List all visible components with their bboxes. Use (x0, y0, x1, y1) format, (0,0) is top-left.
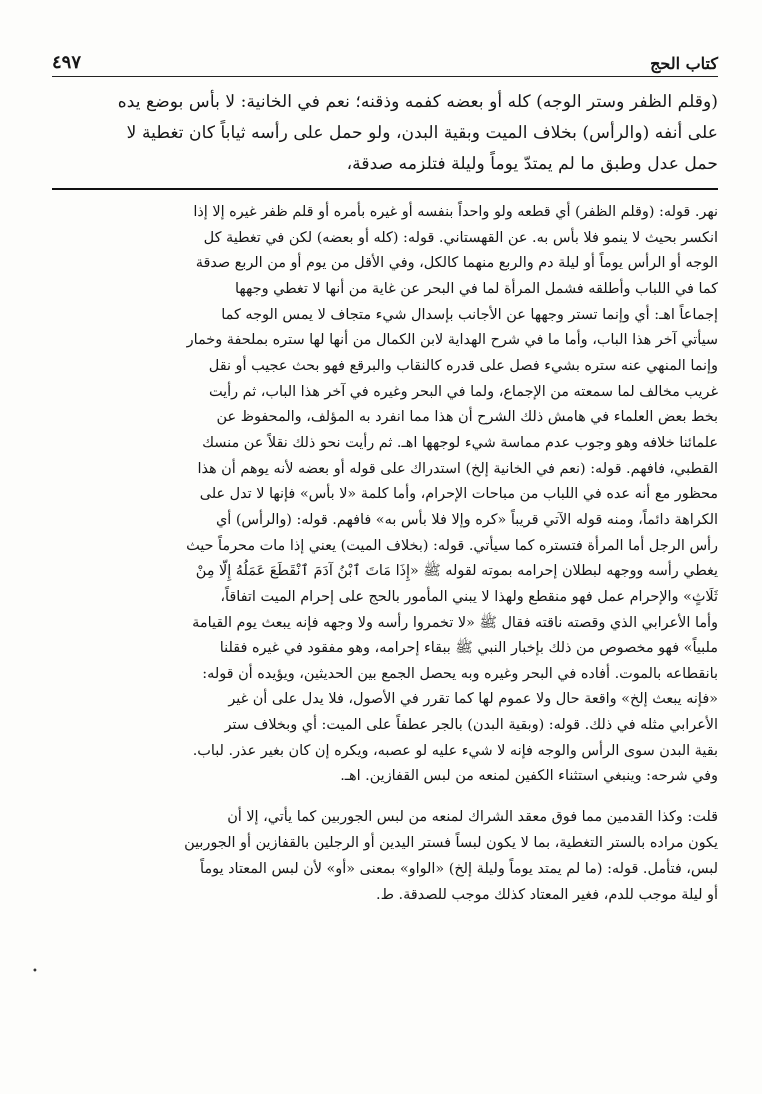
commentary-line: غريب مخالف لما سمعته من الإجماع، ولما في البحر وغيره في آخر هذا الباب، ثم رأيت (208, 383, 718, 400)
main-text (52, 87, 718, 180)
commentary-line: نهر. قوله: (وقلم الظفر) أي قطعه ولو واحداً بنفسه أو غيره بأمره أو قلم ظفر غيره إلا إذا (193, 204, 718, 220)
note-line: أو ليلة موجب للدم، فغير المعتاد كذلك موجب للصدقة. ط. (376, 887, 718, 904)
commentary-line: وفي شرحه: وينبغي استثناء الكفين لمنعه من لبس القفازين. اهـ. (340, 768, 718, 785)
commentary-line: يغطي رأسه ووجهه لبطلان إحرامه بموته لقوله ﷺ «إِذَا مَاتَ ٱبْنُ آدَمَ ٱنْقَطَعَ عَمَلُهُ إِلَّا مِنْ (195, 563, 718, 580)
commentary (52, 200, 718, 790)
main-line: على أنفه (والرأس) بخلاف الميت وبقية البدن، ولو حمل على رأسه ثياباً كان تغطية لا (126, 123, 718, 143)
commentary-line: محظور مع أنه عده في اللباب من مباحات الإحرام، وأما كلمة «لا بأس» فإنها لا تدل على (199, 486, 718, 503)
section-rule (52, 188, 718, 190)
commentary-line: بانقطاعه بالموت. أفاده في البحر وغيره وبه يحصل الجمع بين الحديثين، ويؤيده أن قوله: (202, 665, 718, 682)
commentary-line: كما في اللباب وأطلقه فشمل المرأة لما في البحر عن غاية من أنها لا تغطي وجهها (235, 280, 718, 297)
commentary-line: بقية البدن سوى الرأس والوجه فإنه لا شيء عليه لو عصبه، ويكره إن كان بغير عذر. لباب. (192, 742, 718, 759)
book-title: كتاب الحج (650, 54, 718, 73)
main-line: (وقلم الظفر وستر الوجه) كله أو بعضه كفمه وذقنه؛ نعم في الخانية: لا بأس بوضع يده (117, 92, 718, 112)
commentary-line: إجماعاً اهـ: أي وإنما تستر وجهها عن الأجانب بإسدال شيء متجاف لا يمس الوجه كما (221, 306, 718, 323)
commentary-line: رأس الرجل أما المرأة فتستره كما سيأتي. قوله: (بخلاف الميت) يعني إذا مات محرماً حيث (186, 537, 718, 554)
commentary-line: وإنما المنهي عنه ستره بشيء فصل على قدره كالنقاب والبرقع فهو بحث عجيب أو نقل (208, 357, 718, 374)
commentary-line: القطبي، فافهم. قوله: (نعم في الخانية إلخ) استدراك على قوله أو بعضه لأنه يوهم أن هذا (197, 460, 718, 477)
commentary-line: الأعرابي مثله في ذلك. قوله: (وبقية البدن) بالجر عطفاً على الميت: أي وبخلاف ستر (224, 717, 718, 734)
note-paragraph (52, 804, 718, 908)
header-rule (52, 76, 718, 77)
note-line: قلت: وكذا القدمين مما فوق معقد الشراك لمنعه من لبس الجوربين كما يأتي، إلا أن (227, 809, 718, 826)
commentary-line: علمائنا خلافه وهو وجوب عدم مماسة شيء لوجهها اهـ. ثم رأيت نحو ذلك نقلاً عن منسك (202, 434, 718, 451)
commentary-line: الكراهة دائماً، ومنه قوله الآتي قريباً «كره وإلا فلا بأس به» فافهم. قوله: (والرأس) أي (215, 511, 718, 528)
margin-mark: • (32, 966, 38, 977)
page-number: ٤٩٧ (52, 52, 82, 73)
page-header (52, 44, 718, 74)
note-line: لبس، فتأمل. قوله: (ما لم يمتد يوماً وليلة إلخ) «الواو» بمعنى «أو» لأن لبس المعتاد يوماً (200, 861, 718, 878)
commentary-line: انكسر بحيث لا ينمو فلا بأس به. عن القهستاني. قوله: (كله أو بعضه) لكن في تغطية كل (203, 229, 718, 246)
commentary-line: بخط بعض العلماء في هامش ذلك الشرح أن هذا مما انفرد به المؤلف، والمحفوظ عن (216, 409, 718, 426)
commentary-line: الوجه أو الرأس يوماً أو ليلة دم والربع منهما كالكل، وفي الأقل من يوم أو من الربع صدقة (195, 255, 718, 272)
commentary-line: «فإنه يبعث إلخ» واقعة حال ولا عموم لها كما تقرر في الأصول، فلا يدل على أن غير (228, 691, 718, 708)
commentary-line: سيأتي آخر هذا الباب، وأما ما في شرح الهداية لابن الكمال من أنها لها ستره بملحفة وخمار (186, 332, 718, 349)
page (52, 44, 718, 908)
main-line: حمل عدل وطبق ما لم يمتدّ يوماً وليلة فتلزمه صدقة، (346, 154, 718, 174)
commentary-line: ثَلَاثٍ» والإحرام عمل فهو منقطع ولهذا لا يبني المأمور بالحج على إحرام الميت اتفاقاً، (220, 588, 718, 605)
commentary-line: وأما الأعرابي الذي وقصته ناقته فقال ﷺ «لا تخمروا رأسه ولا وجهه فإنه يبعث يوم القيامة (192, 614, 718, 631)
commentary-line: ملبياً» فهو مخصوص من ذلك بإخبار النبي ﷺ ببقاء إحرامه، وهو مفقود في غيره فقلنا (219, 640, 718, 657)
note-line: يكون مراده بالستر التغطية، بما لا يكون لبساً فستر اليدين أو الرجلين بالقفازين أو الجوربين (184, 835, 718, 852)
